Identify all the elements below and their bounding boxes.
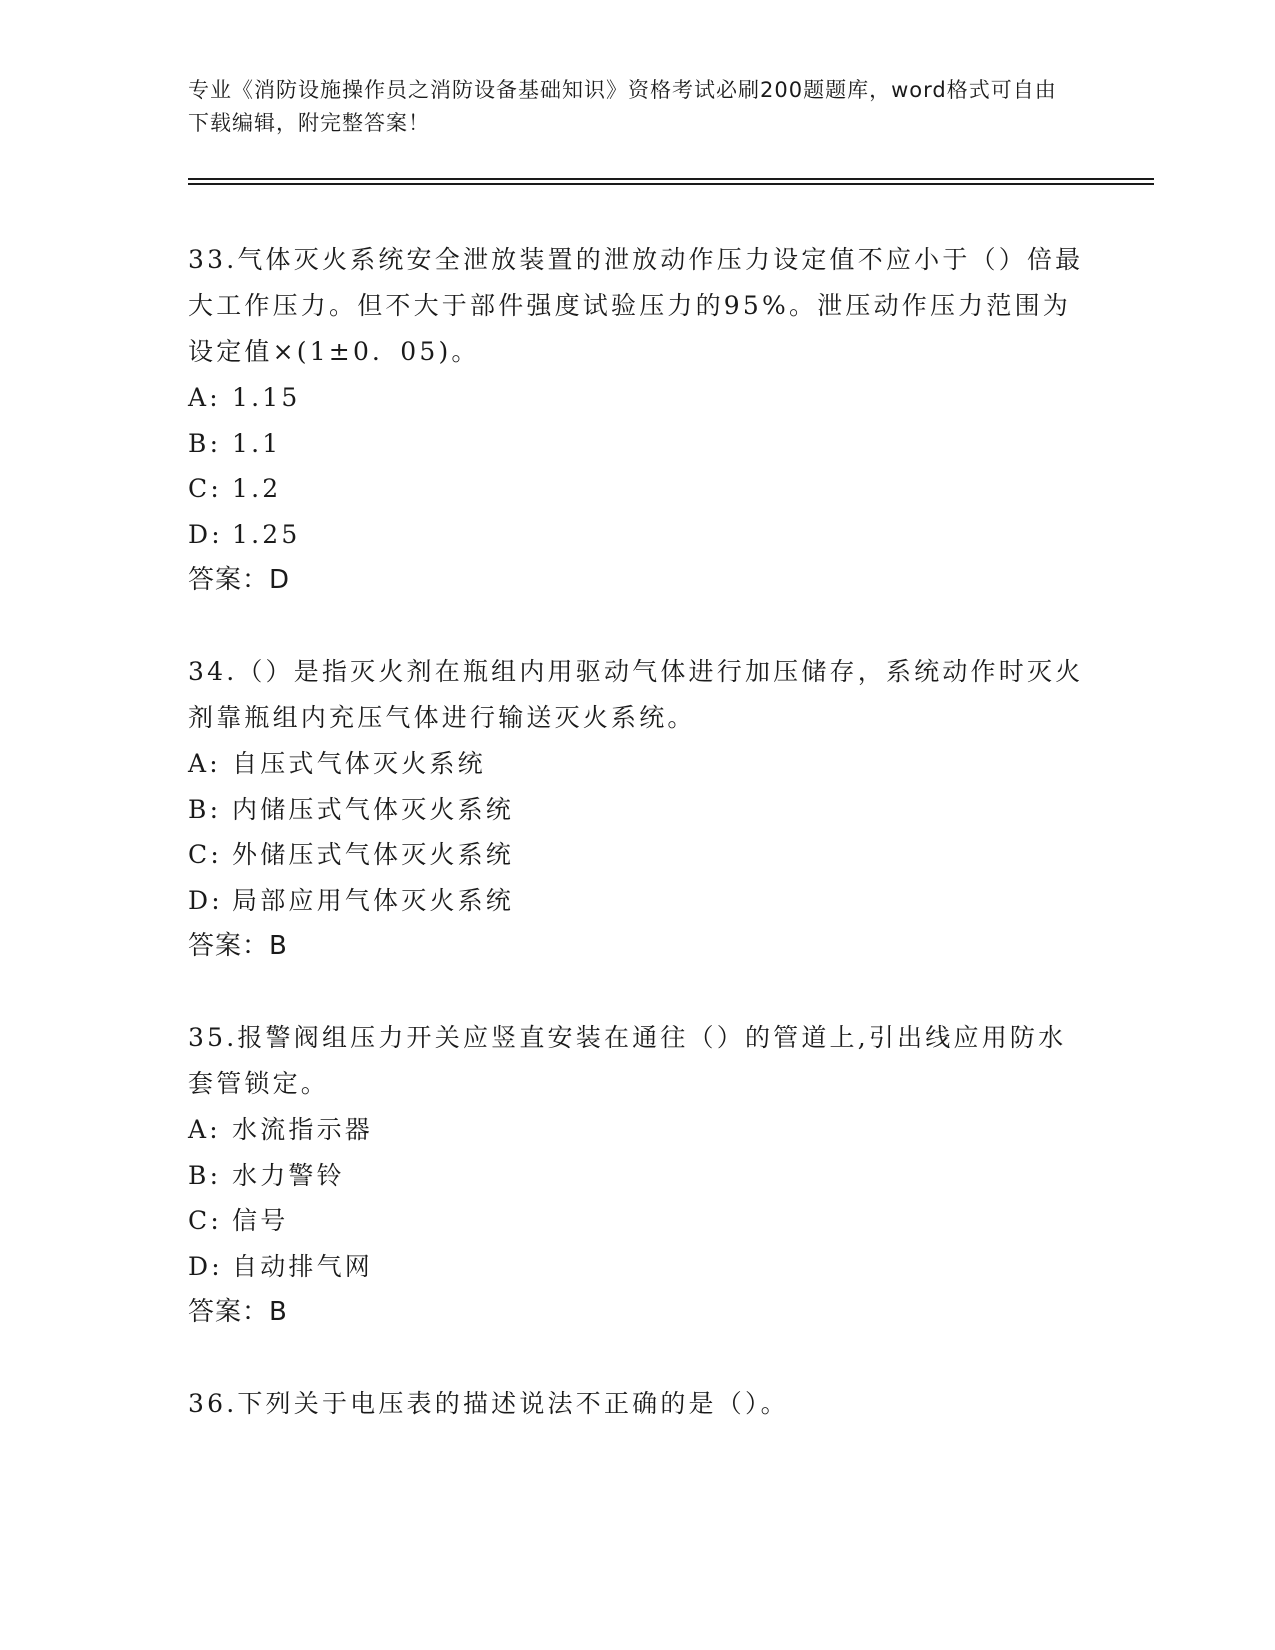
option-d <box>188 878 1088 924</box>
option-a <box>188 375 1088 421</box>
question-35 <box>188 1015 1088 1335</box>
option-label: D: <box>188 519 223 549</box>
question-spacer <box>188 603 1088 649</box>
question-33 <box>188 237 1088 603</box>
option-c <box>188 466 1088 512</box>
option-text: 1.1 <box>232 428 282 458</box>
question-stem: 36.下列关于电压表的描述说法不正确的是（）。 <box>188 1389 789 1418</box>
answer-line: 答案：D <box>188 565 291 595</box>
question-list <box>188 237 1088 1427</box>
option-d <box>188 512 1088 558</box>
option-label: A: <box>188 749 221 778</box>
option-label: B: <box>188 794 222 824</box>
option-text: 自压式气体灭火系统 <box>232 749 486 778</box>
question-stem: 33.气体灭火系统安全泄放装置的泄放动作压力设定值不应小于（）倍最大工作压力。但不大于部件强度试验压力的95%。泄压动作压力范围为设定值×(1±0．05)。 <box>188 245 1084 366</box>
question-36 <box>188 1381 1088 1427</box>
option-a <box>188 1107 1088 1153</box>
option-label: D: <box>188 885 223 915</box>
option-text: 局部应用气体灭火系统 <box>232 885 515 915</box>
option-c <box>188 832 1088 878</box>
option-label: C: <box>188 840 222 869</box>
option-label: B: <box>188 1160 222 1190</box>
option-label: B: <box>188 428 222 458</box>
answer-line: 答案：B <box>188 1297 288 1327</box>
header-divider-top <box>188 178 1154 180</box>
question-stem: 34.（）是指灭火剂在瓶组内用驱动气体进行加压储存，系统动作时灭火剂靠瓶组内充压气体进行输送灭火系统。 <box>188 657 1084 732</box>
option-b <box>188 787 1088 833</box>
option-text: 1.15 <box>232 383 301 412</box>
option-text: 1.25 <box>232 519 301 549</box>
option-text: 自动排气网 <box>232 1251 374 1281</box>
question-34 <box>188 649 1088 969</box>
document-header: 专业《消防设施操作员之消防设备基础知识》资格考试必刷200题题库，word格式可自由下载编辑，附完整答案！ <box>188 78 1057 135</box>
option-c <box>188 1198 1088 1244</box>
option-text: 信号 <box>232 1206 289 1235</box>
option-text: 1.2 <box>232 474 282 503</box>
question-stem: 35.报警阀组压力开关应竖直安装在通往（）的管道上,引出线应用防水套管锁定。 <box>188 1023 1067 1098</box>
question-spacer <box>188 1335 1088 1381</box>
question-spacer <box>188 969 1088 1015</box>
option-label: D: <box>188 1251 223 1281</box>
header-divider-bottom <box>188 183 1154 185</box>
option-text: 外储压式气体灭火系统 <box>232 840 515 869</box>
option-text: 内储压式气体灭火系统 <box>232 794 515 824</box>
option-a <box>188 741 1088 787</box>
option-d <box>188 1244 1088 1290</box>
option-label: C: <box>188 1206 222 1235</box>
option-b <box>188 421 1088 467</box>
option-b <box>188 1153 1088 1199</box>
option-label: C: <box>188 474 222 503</box>
answer-line: 答案：B <box>188 931 288 961</box>
option-text: 水力警铃 <box>232 1160 345 1190</box>
option-text: 水流指示器 <box>232 1115 374 1144</box>
option-label: A: <box>188 1115 221 1144</box>
option-label: A: <box>188 383 221 412</box>
